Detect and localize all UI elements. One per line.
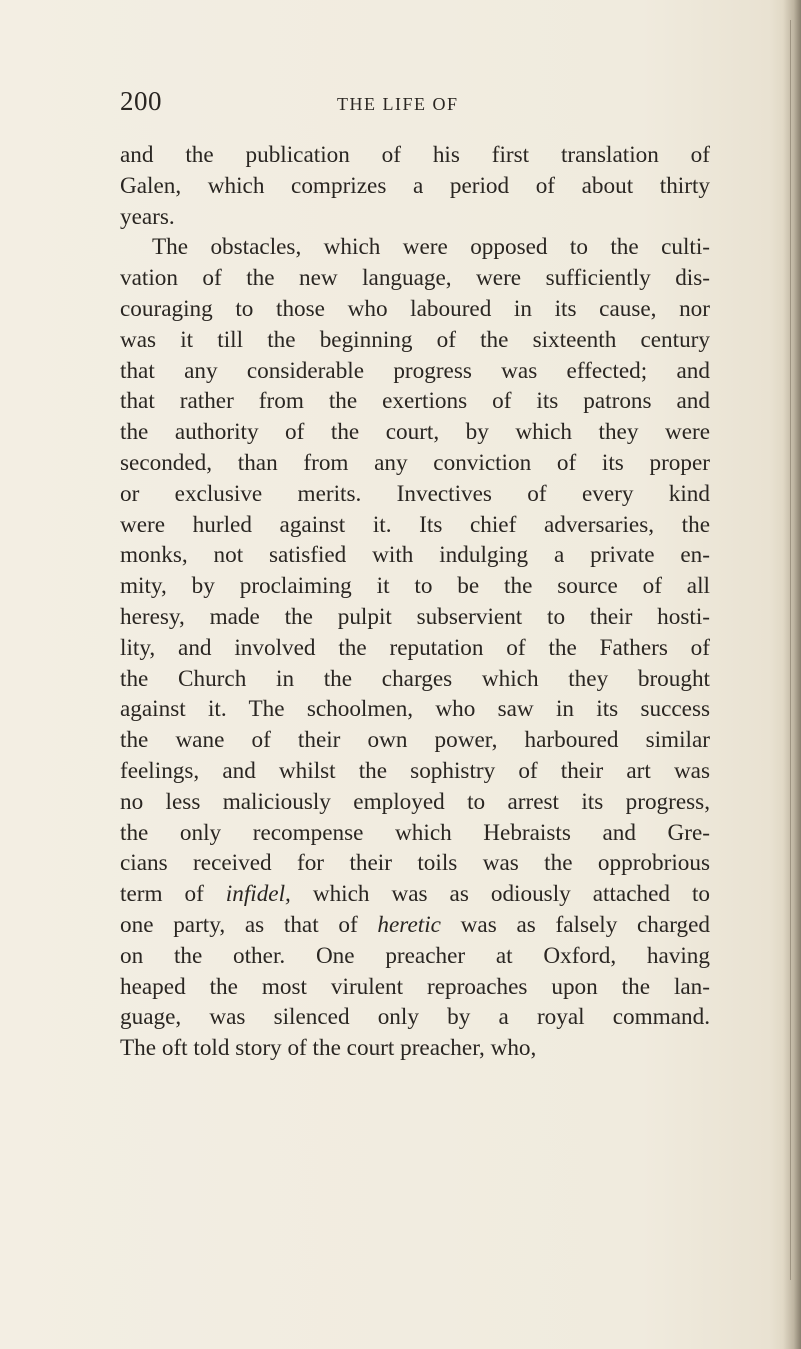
text-line: the Church in the charges which they brought (120, 665, 710, 692)
text-line: guage, was silenced only by a royal command. (120, 1004, 710, 1031)
text-line: were hurled against it. Its chief adversaries, the (120, 511, 710, 538)
text-line: and the publication of his first translation of (120, 142, 710, 168)
text-line: The obstacles, which were opposed to the culti- (152, 234, 710, 261)
text-line: no less maliciously employed to arrest its progress, (120, 788, 710, 815)
text-line: on the other. One preacher at Oxford, having (120, 942, 710, 969)
text-line: couraging to those who laboured in its cause, nor (120, 295, 710, 322)
text-line: lity, and involved the reputation of the Fathers of (120, 634, 710, 661)
text-line: monks, not satisfied with indulging a private en- (120, 542, 710, 569)
text-line: heaped the most virulent reproaches upon the lan- (120, 973, 710, 1000)
text-segment: which was as odiously attached to (290, 881, 710, 908)
text-line: vation of the new language, were sufficiently dis- (120, 265, 710, 292)
italic-term-heretic: heretic (377, 911, 441, 938)
text-segment: was as falsely charged (440, 911, 710, 938)
text-line: that rather from the exertions of its patrons and (120, 388, 710, 415)
text-line: feelings, and whilst the sophistry of their art was (120, 757, 710, 784)
text-line: the wane of their own power, harboured similar (120, 727, 710, 754)
text-line-party (120, 910, 710, 941)
text-line: The oft told story of the court preacher, who, (120, 1035, 537, 1062)
text-line: the authority of the court, by which they were (120, 419, 710, 446)
body-text (120, 140, 710, 1064)
text-line: the only recompense which Hebraists and Gre- (120, 819, 710, 846)
text-line: that any considerable progress was effected; and (120, 357, 710, 384)
text-segment: one party, as that of (120, 911, 378, 938)
text-line: against it. The schoolmen, who saw in its success (120, 696, 710, 723)
text-segment: term of (120, 881, 226, 908)
running-head: THE LIFE OF (337, 94, 459, 114)
page-number: 200 (120, 86, 162, 116)
italic-term-infidel: infidel, (225, 881, 291, 908)
text-line: seconded, than from any conviction of its proper (120, 449, 710, 476)
text-line: years. (120, 203, 175, 230)
page-header (0, 82, 801, 122)
text-line: or exclusive merits. Invectives of every kind (120, 480, 710, 507)
text-line: heresy, made the pulpit subservient to their hosti- (120, 603, 710, 630)
text-line: was it till the beginning of the sixteenth century (120, 326, 710, 353)
page-edge-line (790, 20, 791, 1280)
page-edge-shadow (783, 0, 801, 1349)
text-line-term (120, 879, 710, 910)
text-line: mity, by proclaiming it to be the source of all (120, 573, 710, 600)
text-line: Galen, which comprizes a period of about thirty (120, 172, 710, 199)
text-line: cians received for their toils was the opprobrious (120, 850, 710, 877)
